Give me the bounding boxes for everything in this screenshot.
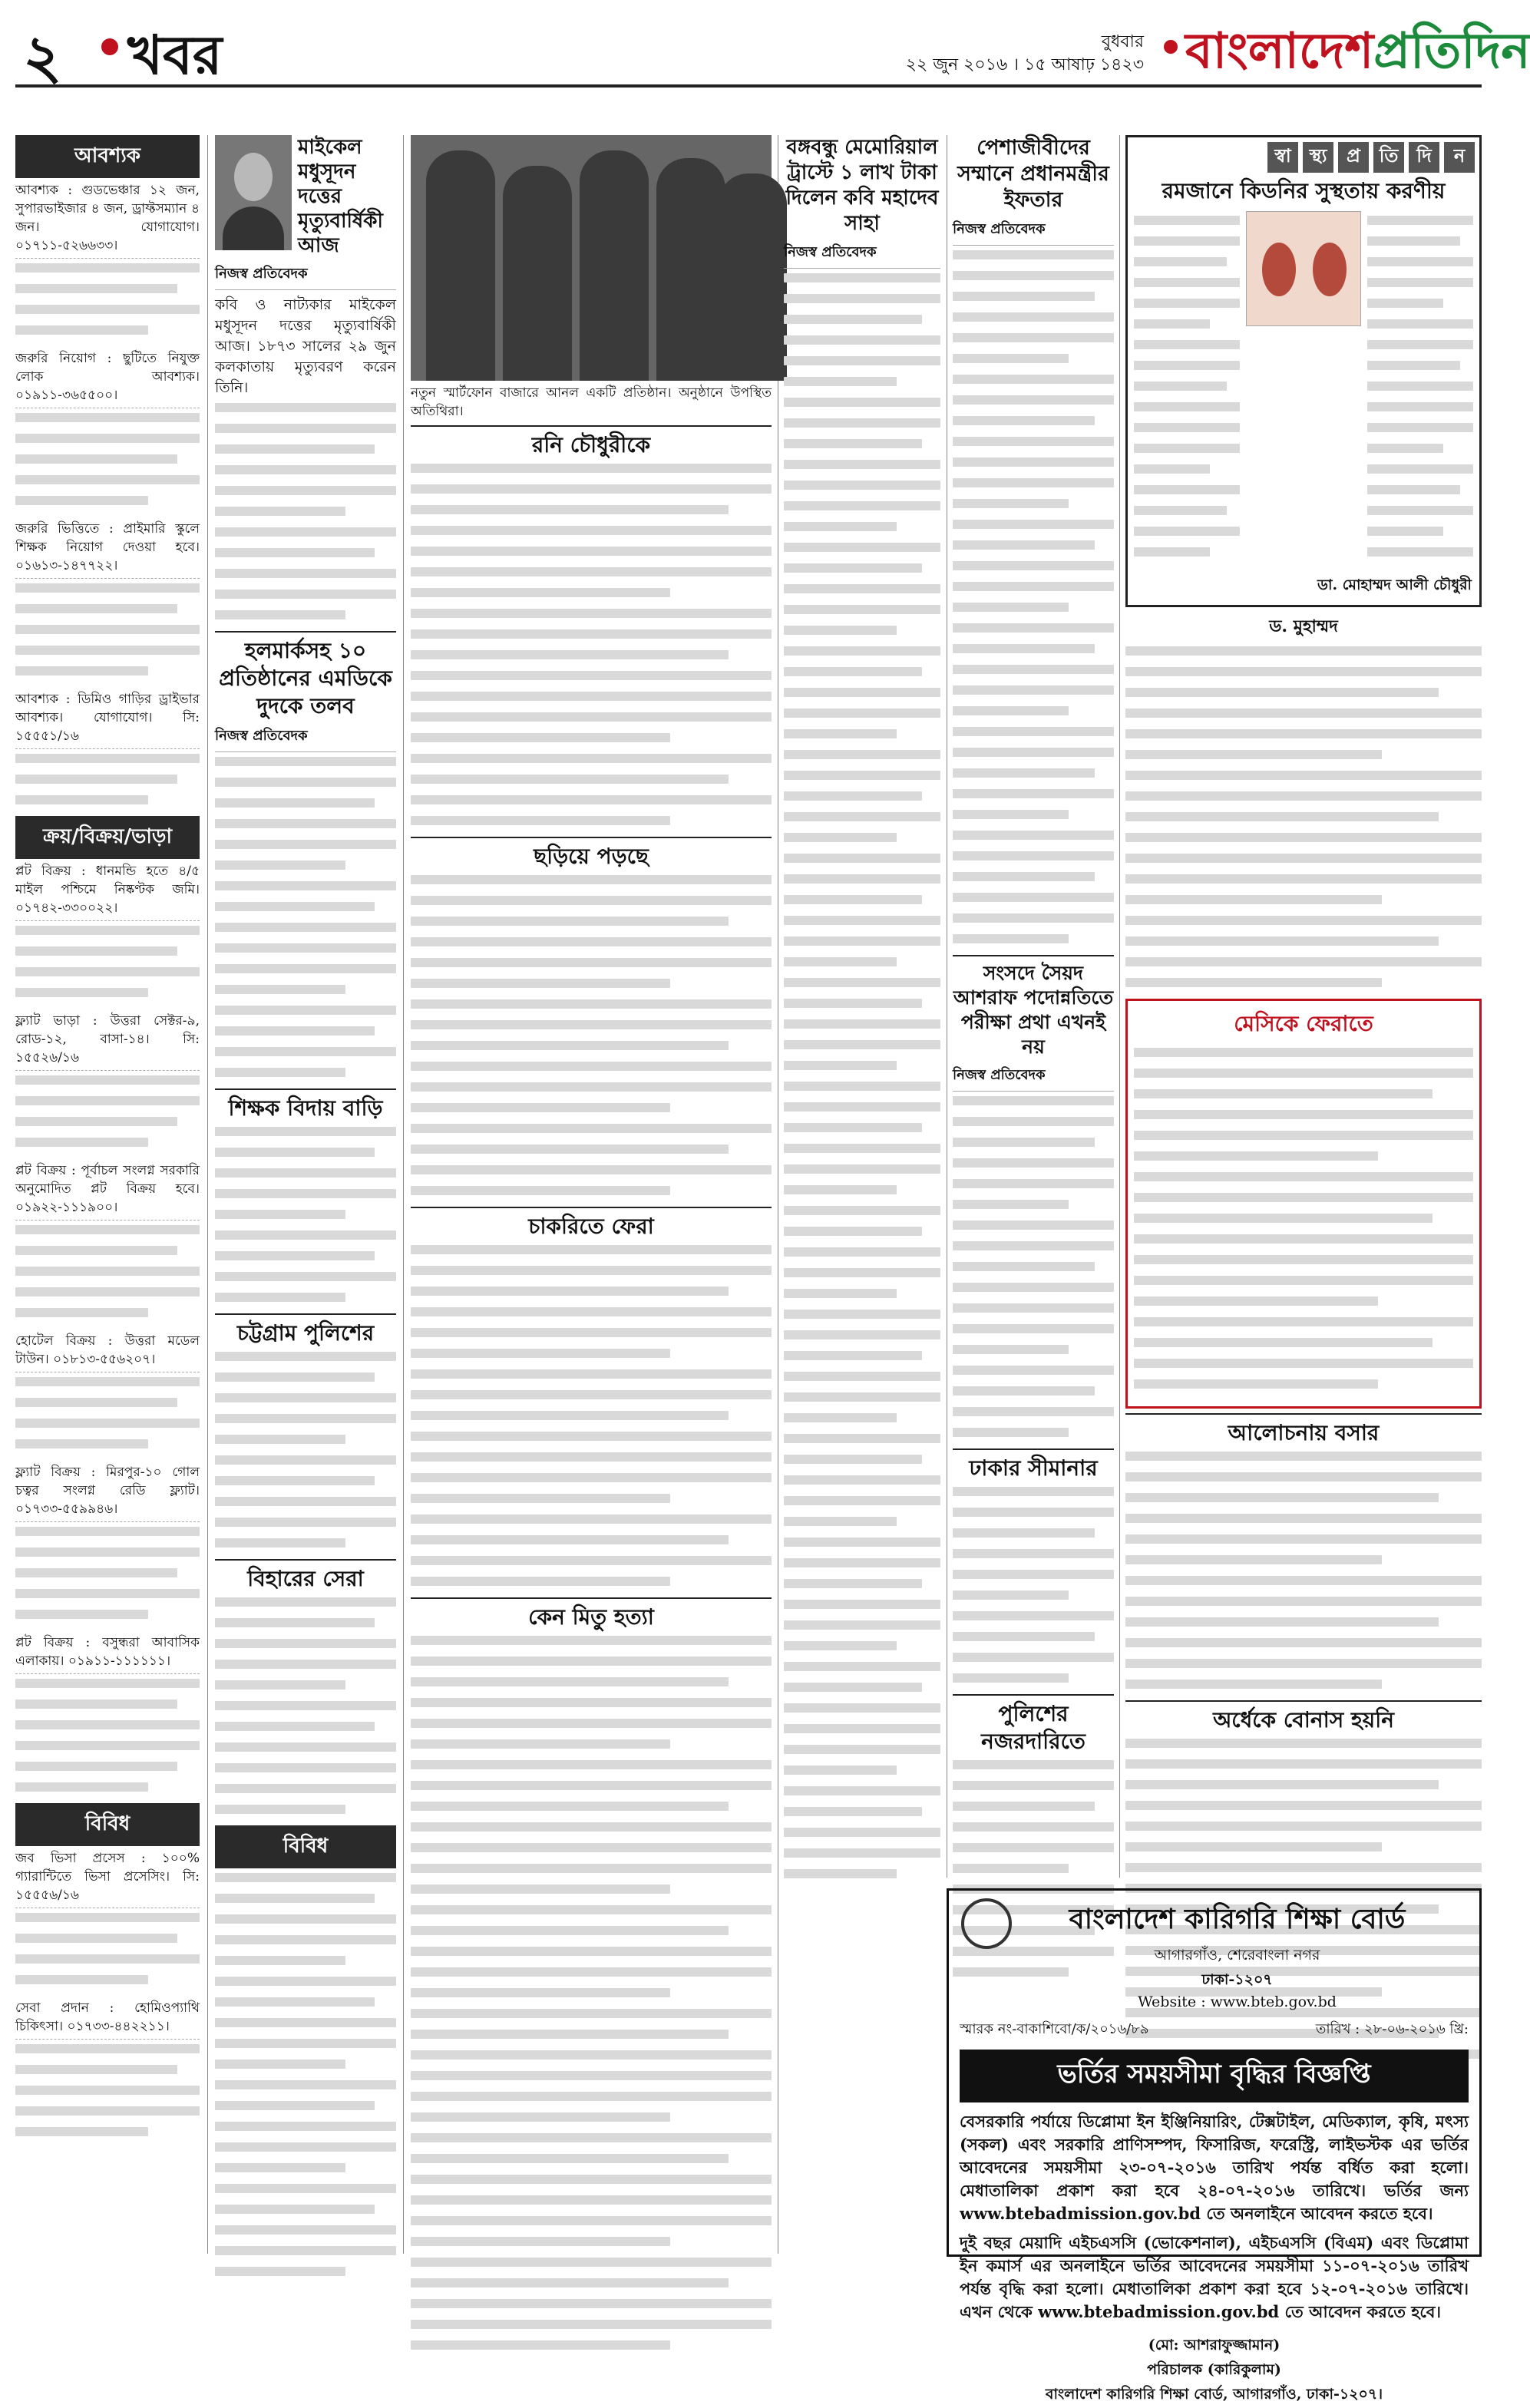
headline: মেসিকে ফেরাতে	[1234, 1011, 1373, 1036]
classified-header: ক্রয়/বিক্রয়/ভাড়া	[15, 816, 200, 859]
health-letter: ন	[1444, 142, 1475, 173]
headline: চাকরিতে ফেরা	[528, 1214, 654, 1239]
masthead	[15, 11, 1530, 92]
byline: নিজস্ব প্রতিবেদক	[784, 241, 940, 269]
classified-item: সেবা প্রদান : হোমিওপ্যাথি চিকিৎসা। ০১৭৩৩-৪৪২২১১।	[15, 1996, 200, 2040]
page-dot-icon	[101, 38, 118, 55]
bteb-sign-title: পরিচালক (কারিকুলাম)	[1147, 2361, 1281, 2378]
classified-item: আবশ্যক : ডিমিও গাড়ির ড্রাইভার আবশ্যক। যোগাযোগ। সি: ১৫৫৫১/১৬	[15, 687, 200, 749]
classified-item: প্লট বিক্রয় : পূর্বাচল সংলগ্ন সরকারি অনুমোদিত প্লট বিক্রয় হবে। ০১৯২২-১১১৯০০।	[15, 1158, 200, 1221]
article-hallmark	[215, 631, 396, 1077]
bteb-title: বাংলাদেশ কারিগরি শিক্ষা বোর্ড	[1069, 1903, 1406, 1935]
article-talks	[1125, 1413, 1482, 1689]
article-roni	[411, 425, 772, 825]
brand-part2: প্রতিদিন	[1373, 22, 1530, 80]
classified-item: প্লট বিক্রয় : বসুন্ধরা আবাসিক এলাকায়। ০১৯১১-১১১১১১।	[15, 1630, 200, 1674]
page-number: ২	[23, 22, 62, 92]
brand-logo	[1185, 14, 1530, 96]
brand-part1: বাংলাদেশ	[1185, 22, 1374, 80]
article-dhaka-border	[953, 1448, 1114, 1683]
brand-dot-icon	[1164, 40, 1178, 54]
article-spread	[411, 837, 772, 1195]
byline: নিজস্ব প্রতিবেদক	[953, 1064, 1114, 1092]
headline: ছড়িয়ে পড়ছে	[534, 844, 649, 869]
health-author: ডা. মোহাম্মদ আলী চৌধুরী	[1317, 576, 1472, 593]
bteb-body-1: বেসরকারি পর্যায়ে ডিপ্লোমা ইন ইঞ্জিনিয়ারিং, টেক্সটাইল, মেডিক্যাল, কৃষি, মৎস্য (সকল) এবং সরকারি প্রাণিসম্পদ, ফিসারিজ, ফরেস্ট্রি, লাইভস্টক এর ভর্তির আবেদনের সময়সীমা ২৩-০৭-২০১৬ তারিখ পর্যন্ত বর্ধিত করা হলো। মেধাতালিকা প্রকাশ করা হবে ২৪-০৭-২০১৬ তারিখে। ভর্তির জন্য www.btebadmission.gov.bd তে অনলাইনে আবেদন করতে হবে।	[960, 2112, 1469, 2223]
classified-item: জরুরি নিয়োগ : ছুটিতে নিযুক্ত লোক আবশ্যক। ০১৯১১-৩৬৫৫০০।	[15, 346, 200, 408]
headline: পুলিশের নজরদারিতে	[981, 1701, 1086, 1754]
health-letter: তি	[1373, 142, 1404, 173]
classified-item: হোটেল বিক্রয় : উত্তরা মডেল টাউন। ০১৮১৩-৫৫৬২০৭।	[15, 1329, 200, 1372]
classified-item: আবশ্যক : গুডভেঞ্চার ১২ জন, সুপারভাইজার ৪ জন, ড্রাফ্টসম্যান ৪ জন। যোগাযোগ। ০১৭১১-৫২৬৬৩৩।	[15, 178, 200, 259]
byline: নিজস্ব প্রতিবেদক	[953, 218, 1114, 246]
headline: অর্ধেকে বোনাস হয়নি	[1213, 1707, 1394, 1733]
column-2	[215, 135, 396, 2287]
article-messi	[1125, 999, 1482, 1409]
byline: নিজস্ব প্রতিবেদক	[215, 725, 396, 752]
portrait-photo	[215, 135, 292, 250]
column-5	[953, 135, 1114, 1988]
classified-item: জব ভিসা প্রসেস : ১০০% গ্যারান্টিতে ভিসা প্রসেসিং। সি: ১৫৫৫৬/১৬	[15, 1846, 200, 1908]
headline: কেন মিতু হত্যা	[528, 1604, 654, 1630]
article-iftar	[953, 135, 1114, 943]
bteb-body-2: দুই বছর মেয়াদি এইচএসসি (ভোকেশনাল), এইচএসসি (বিএম) এবং ডিপ্লোমা ইন কমার্স এর অনলাইনে ভর্তির আবেদনের সময়সীমা ১১-০৭-২০১৬ তারিখ পর্যন্ত বৃদ্ধি করা হলো। মেধাতালিকা প্রকাশ করা হবে ১২-০৭-২০১৬ তারিখে। এখন থেকে www.btebadmission.gov.bd তে আবেদন করতে হবে।	[960, 2233, 1469, 2321]
photo-caption: নতুন স্মার্টফোন বাজারে আনল একটি প্রতিষ্ঠান। অনুষ্ঠানে উপস্থিত অতিথিরা।	[411, 385, 772, 419]
column-6	[1125, 135, 1482, 2091]
article-bihar	[215, 1559, 396, 1814]
bteb-address: আগারগাঁও, শেরেবাংলা নগর	[1154, 1947, 1320, 1964]
bteb-sign-name: (মো: আশরাফুজ্জামান)	[1148, 2337, 1281, 2353]
issue-date: ২২ জুন ২০১৬ । ১৫ আষাঢ় ১৪২৩	[905, 55, 1144, 74]
classifieds-column	[15, 135, 200, 2148]
classified-item: ফ্ল্যাট ভাড়া : উত্তরা সেক্টর-৯, রোড-১২, বাসা-১৪। সি: ১৫৫২৬/১৬	[15, 1009, 200, 1071]
health-letter: স্বা	[1267, 142, 1298, 173]
byline: নিজস্ব প্রতিবেদক	[215, 263, 396, 290]
event-photo	[411, 135, 772, 381]
health-letter: দি	[1409, 142, 1439, 173]
bteb-notice-title: ভর্তির সময়সীমা বৃদ্ধির বিজ্ঞপ্তি	[960, 2050, 1469, 2102]
classified-item: প্লট বিক্রয় : ধানমন্ডি হতে ৪/৫ মাইল পশ্চিমে নিষ্কণ্টক জমি। ০১৭৪২-৩৩০০২২।	[15, 859, 200, 921]
column-4	[784, 135, 940, 1890]
page-section: খবর	[127, 23, 223, 87]
bteb-notice-ad	[947, 1888, 1482, 2403]
column-rule	[207, 135, 208, 2254]
article-muhammad	[1125, 613, 1482, 987]
article-teacher	[215, 1088, 396, 1302]
headline: চট্টগ্রাম পুলিশের	[236, 1320, 375, 1346]
column-3	[411, 135, 772, 2361]
headline: পেশাজীবীদের সম্মানে প্রধানমন্ত্রীর ইফতার	[957, 136, 1109, 212]
classified-item: ফ্ল্যাট বিক্রয় : মিরপুর-১০ গোল চত্বর সংলগ্ন রেডি ফ্ল্যাট। ০১৭৩৩-৫৫৯৯৪৬।	[15, 1460, 200, 1522]
headline: আলোচনায় বসার	[1228, 1420, 1380, 1445]
health-headline: রমজানে কিডনির সুস্থতায় করণীয়	[1162, 178, 1446, 203]
article-job	[411, 1207, 772, 1586]
article-bangabandhu	[784, 135, 940, 1878]
health-box	[1125, 135, 1482, 607]
bteb-seal-icon	[961, 1898, 1012, 1949]
classified-header: আবশ্যক	[15, 135, 200, 178]
health-letter: স্থ্য	[1303, 142, 1333, 173]
bteb-website: Website : www.bteb.gov.bd	[1138, 1993, 1337, 2010]
bteb-memo-date: তারিখ : ২৮-০৬-২০১৬ খ্রি:	[1315, 2021, 1469, 2037]
headline: বঙ্গবন্ধু মেমোরিয়াল ট্রাস্টে ১ লাখ টাকা দিলেন কবি মহাদেব সাহা	[785, 136, 939, 235]
kidney-illustration	[1246, 211, 1361, 326]
article-mitu	[411, 1597, 772, 2350]
bteb-sign-org: বাংলাদেশ কারিগরি শিক্ষা বোর্ড, আগারগাঁও, ঢাকা-১২০৭।	[1045, 2386, 1383, 2403]
headline: হলমার্কসহ ১০ প্রতিষ্ঠানের এমডিকে দুদকে তলব	[219, 638, 392, 718]
headline: রনি চৌধুরীকে	[531, 432, 651, 457]
column-rule	[403, 135, 404, 2254]
headline: বিহারের সেরা	[247, 1566, 364, 1591]
health-banner	[1128, 137, 1479, 177]
author: ড. মুহাম্মদ	[1269, 616, 1338, 636]
article-lead: কবি ও নাট্যকার মাইকেল মধুসূদন দত্তের মৃত্যুবার্ষিকী আজ। ১৮৭৩ সালের ২৯ জুন কলকাতায় মৃত্যুবরণ করেন তিনি।	[215, 296, 396, 396]
headline: শিক্ষক বিদায় বাড়ি	[228, 1095, 383, 1121]
bteb-city: ঢাকা-১২০৭	[1201, 1971, 1273, 1988]
misc-header: বিবিধ	[215, 1825, 396, 1868]
bteb-memo: স্মারক নং-বাকাশিবো/ক/২০১৬/৮৯	[960, 2021, 1149, 2037]
article-ashraf	[953, 955, 1114, 1437]
headline: ঢাকার সীমানার	[969, 1455, 1098, 1481]
classified-item: জরুরি ভিত্তিতে : প্রাইমারি স্কুলে শিক্ষক নিয়োগ দেওয়া হবে। ০১৬১৩-১৪৭৭২২।	[15, 517, 200, 579]
article-madhusudan	[215, 135, 396, 619]
article-chittagong	[215, 1313, 396, 1548]
weekday: বুধবার	[1101, 32, 1144, 51]
classified-header: বিবিধ	[15, 1803, 200, 1846]
headline: মাইকেল মধুসূদন দত্তের মৃত্যুবার্ষিকী আজ	[298, 136, 383, 257]
health-letter: প্র	[1338, 142, 1369, 173]
headline: সংসদে সৈয়দ আশরাফ পদোন্নতিতে পরীক্ষা প্রথা এখনই নয়	[953, 962, 1114, 1058]
date-block	[891, 31, 1144, 77]
column-rule	[1119, 135, 1120, 1878]
